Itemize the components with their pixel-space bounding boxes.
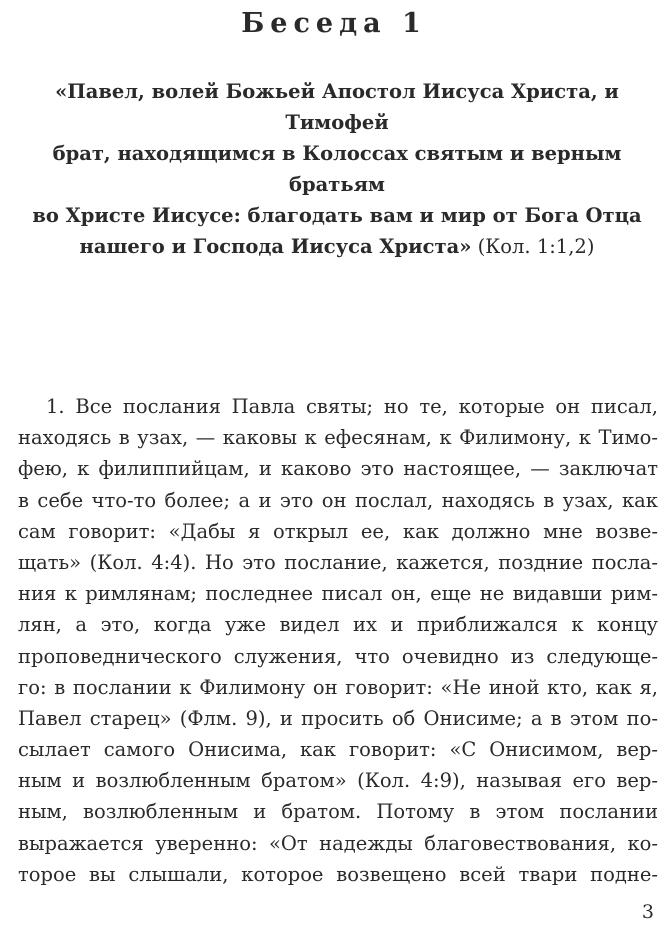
body-line: сылает самого Онисима, как говорит: «С Онисимом, вер- [18, 738, 658, 762]
epigraph-line: во Христе Иисусе: благодать вам и мир от Бога Отца [32, 204, 642, 227]
epigraph-line: брат, находящимся в Колоссах святым и верным братьям [52, 142, 622, 196]
body-line: ным и возлюбленным братом» (Кол. 4:9), называя его вер- [18, 769, 658, 793]
body-line: торое вы слышали, которое возвещено всей твари подне- [18, 862, 658, 886]
epigraph-line: нашего и Господа Иисуса Христа» (Кол. 1:1,2) [79, 235, 595, 258]
body-line: находясь в узах, — каковы к ефесянам, к Филимону, к Тимо- [18, 426, 658, 450]
body-line: щать» (Кол. 4:4). Но это послание, кажется, поздние посла- [18, 550, 658, 574]
body-line: лян, а это, когда уже видел их и приближался к концу [18, 613, 658, 637]
body-line: в себе что-то более; а и это он послал, находясь в узах, как [18, 488, 658, 512]
body-line: проповеднического служения, что очевидно из следующе- [18, 644, 658, 668]
body-line: фею, к филиппийцам, и каково это настоящее, — заключат [18, 457, 658, 481]
body-paragraph [18, 391, 658, 890]
body-line: сам говорит: «Дабы я открыл ее, как должно мне возве- [18, 519, 658, 543]
body-line: выражается уверенно: «От надежды благовествования, ко- [18, 831, 658, 855]
body-line: 1. Все послания Павла святы; но те, которые он писал, [46, 395, 658, 418]
epigraph [14, 76, 660, 262]
body-line: ным, возлюбленным и братом. Потому в этом послании [18, 800, 658, 824]
epigraph-line: «Павел, волей Божьей Апостол Иисуса Христа, и Тимофей [55, 80, 619, 134]
body-line: ния к римлянам; последнее писал он, еще не видавши рим- [18, 582, 658, 606]
body-line: го: в послании к Филимону он говорит: «Не иной кто, как я, [18, 675, 658, 699]
page-number: 3 [641, 901, 654, 923]
body-line: Павел старец» (Флм. 9), и просить об Онисиме; а в этом по- [18, 706, 658, 730]
chapter-heading: Беседа 1 [241, 8, 427, 39]
scripture-reference: (Кол. 1:1,2) [471, 235, 595, 258]
